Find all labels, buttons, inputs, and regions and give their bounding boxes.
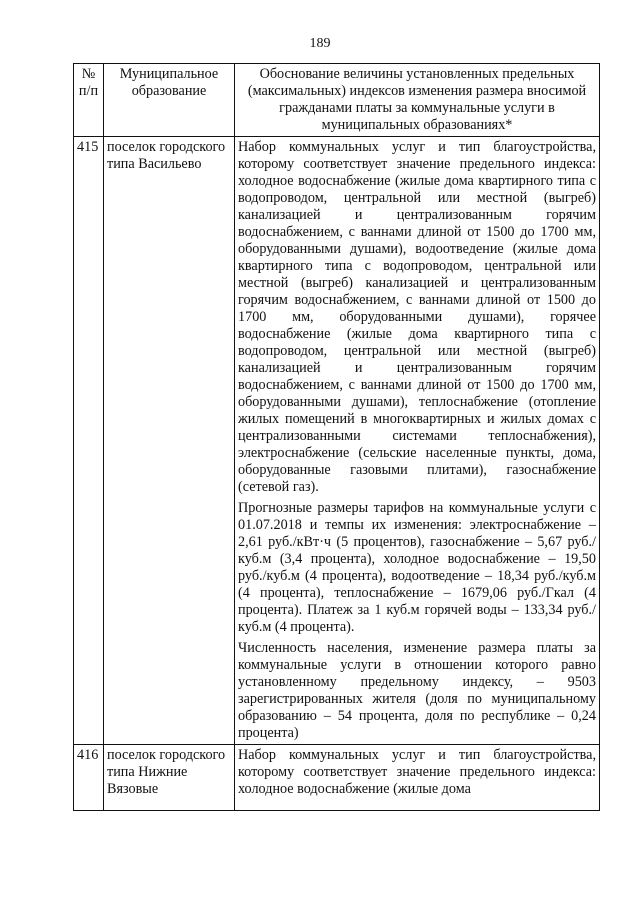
table-row (74, 137, 600, 745)
justification-paragraph: Прогнозные размеры тарифов на коммунальные услуги с 01.07.2018 и темпы их изменения: электроснабжение – 2,61 руб./кВт·ч (5 процентов), газоснабжение – 5,67 руб./куб.м (3,4 процента), холодное водоснабжение – 19,50 руб./куб.м (4 процента), водоотведение – 18,34 руб./куб.м (4 процента), теплоснабжение – 1679,06 руб./Гкал (4 процента). Платеж за 1 куб.м горячей воды – 133,34 руб./куб.м (4 процента). (238, 500, 596, 635)
row-number: 416 (74, 745, 104, 811)
table-header-row (74, 64, 600, 137)
justification-paragraph: Численность населения, изменение размера платы за коммунальные услуги в отношении которого равно установленному предельному индексу, – 9503 зарегистрированных жителя (доля по муниципальному образованию – 54 процента, доля по республике – 0,24 процента) (238, 640, 596, 741)
page-number: 189 (309, 36, 331, 51)
row-number: 415 (74, 137, 104, 745)
tariff-justification-table (73, 63, 600, 811)
header-municipality: Муниципальное образование (104, 64, 235, 137)
header-justification: Обоснование величины установленных предельных (максимальных) индексов изменения размера вносимой гражданами платы за коммунальные услуги в муниципальных образованиях* (235, 64, 600, 137)
row-municipality: поселок городского типа Васильево (104, 137, 235, 745)
justification-paragraph: Набор коммунальных услуг и тип благоустройства, которому соответствует значение предельного индекса: холодное водоснабжение (жилые дома (238, 747, 596, 797)
row-justification (235, 137, 600, 745)
table-row (74, 745, 600, 811)
header-num: № п/п (74, 64, 104, 137)
row-justification (235, 745, 600, 811)
row-municipality: поселок городского типа Нижние Вязовые (104, 745, 235, 811)
justification-paragraph: Набор коммунальных услуг и тип благоустройства, которому соответствует значение предельного индекса: холодное водоснабжение (жилые дома квартирного типа с водопроводом, центральной или местной (выгреб) канализацией и централизованным горячим водоснабжением, с ваннами длиной от 1500 до 1700 мм, оборудованными душами), водоотведение (жилые дома квартирного типа с водопроводом, центральной или местной (выгреб) канализацией и централизованным горячим водоснабжением, с ваннами длиной от 1500 до 1700 мм, оборудованными душами), горячее водоснабжение (жилые дома квартирного типа с водопроводом, центральной или местной (выгреб) канализацией и централизованным горячим водоснабжением, с ваннами длиной от 1500 до 1700 мм, оборудованными душами), теплоснабжение (отопление жилых помещений в многоквартирных и жилых домах с централизованными системами теплоснабжения), электроснабжение (сельские населенные пункты, дома, оборудованные газовыми плитами), газоснабжение (сетевой газ). (238, 139, 596, 495)
